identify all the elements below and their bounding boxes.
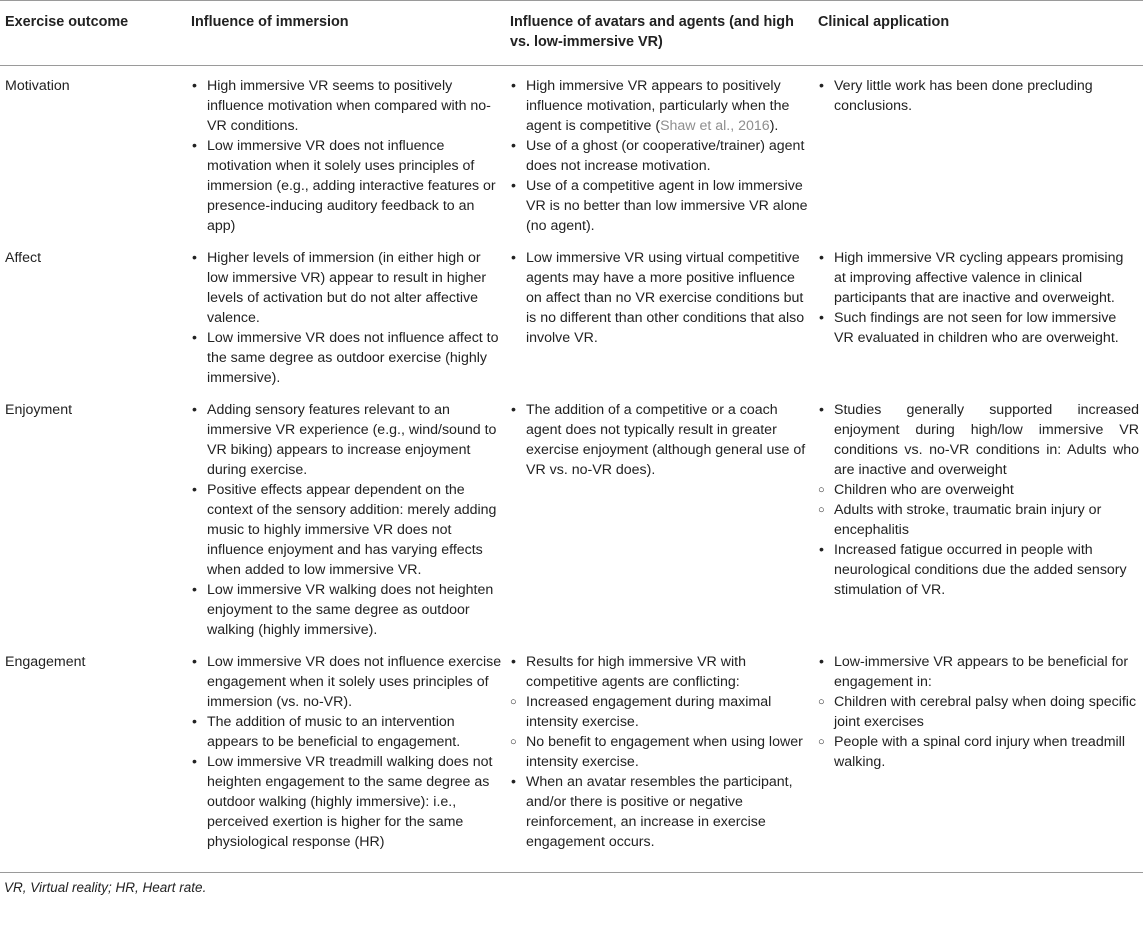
header-clinical-application: Clinical application: [814, 1, 1143, 66]
list-item: • Low immersive VR does not influence exercise engagement when it solely uses principles of immersion (vs. no-VR).: [191, 652, 502, 712]
immersion-cell: [187, 66, 506, 239]
table-row: [0, 66, 1143, 239]
list-item: • Low immersive VR walking does not heighten enjoyment to the same degree as outdoor walking (highly immersive).: [191, 580, 502, 640]
header-influence-of-avatars: Influence of avatars and agents (and high vs. low-immersive VR): [506, 1, 814, 66]
list-item: • Positive effects appear dependent on the context of the sensory addition: merely adding music to highly immersive VR does not influence enjoyment and has varying effects when added to low immersive VR.: [191, 480, 502, 580]
list-item: • Use of a competitive agent in low immersive VR is no better than low immersive VR alone (no agent).: [510, 176, 810, 236]
avatars-cell: [506, 66, 814, 239]
list-item: • Adding sensory features relevant to an immersive VR experience (e.g., wind/sound to VR biking) appears to increase enjoyment during exercise.: [191, 400, 502, 480]
list-item: • Low-immersive VR appears to be beneficial for engagement in:: [818, 652, 1139, 692]
list-item: • The addition of a competitive or a coach agent does not typically result in greater exercise enjoyment (although general use of VR vs. no-VR does).: [510, 400, 810, 480]
sub-list-item: ○ Children with cerebral palsy when doing specific joint exercises: [818, 692, 1139, 732]
list-item: [510, 76, 810, 136]
row-label: Affect: [5, 250, 42, 266]
row-label: Enjoyment: [5, 402, 73, 418]
sub-list-item: ○ Children who are overweight: [818, 480, 1139, 500]
list-item: • Such findings are not seen for low immersive VR evaluated in children who are overweight.: [818, 308, 1139, 348]
avatars-cell: [506, 390, 814, 642]
header-influence-of-immersion: Influence of immersion: [187, 1, 506, 66]
immersion-cell: [187, 390, 506, 642]
table-row: [0, 642, 1143, 873]
list-item: • Results for high immersive VR with competitive agents are conflicting:: [510, 652, 810, 692]
header-exercise-outcome: Exercise outcome: [0, 1, 187, 66]
clinical-cell: [814, 238, 1143, 390]
sub-list-item: ○ People with a spinal cord injury when treadmill walking.: [818, 732, 1139, 772]
clinical-cell: [814, 390, 1143, 642]
immersion-cell: [187, 238, 506, 390]
avatars-cell: [506, 238, 814, 390]
list-item: • When an avatar resembles the participant, and/or there is positive or negative reinforcement, an increase in exercise engagement occurs.: [510, 772, 810, 852]
clinical-cell: [814, 66, 1143, 239]
list-item: • Low immersive VR does not influence affect to the same degree as outdoor exercise (highly immersive).: [191, 328, 502, 388]
clinical-cell: [814, 642, 1143, 873]
table-footnote: VR, Virtual reality; HR, Heart rate.: [4, 880, 207, 895]
avatars-cell: [506, 642, 814, 873]
table-row: [0, 390, 1143, 642]
list-item: • The addition of music to an intervention appears to be beneficial to engagement.: [191, 712, 502, 752]
table-row: [0, 238, 1143, 390]
list-item: • Low immersive VR using virtual competitive agents may have a more positive influence on affect than no VR exercise conditions but is no different than other conditions that also involve VR.: [510, 248, 810, 348]
sub-list-item: ○ Increased engagement during maximal intensity exercise.: [510, 692, 810, 732]
row-label: Engagement: [0, 642, 187, 873]
item-text: ).: [769, 118, 779, 134]
list-item: • Studies generally supported increased enjoyment during high/low immersive VR conditions vs. no-VR conditions in: Adults who are inactive and overweight: [818, 400, 1139, 480]
sub-list-item: ○ Adults with stroke, traumatic brain injury or encephalitis: [818, 500, 1139, 540]
item-text: High immersive VR appears to positively influence motivation, particularly when the agent is competitive (: [526, 78, 790, 134]
list-item: • High immersive VR cycling appears promising at improving affective valence in clinical participants that are inactive and overweight.: [818, 248, 1139, 308]
list-item: • High immersive VR seems to positively influence motivation when compared with no-VR conditions.: [191, 76, 502, 136]
sub-list-item: ○ No benefit to engagement when using lower intensity exercise.: [510, 732, 810, 772]
row-label: Motivation: [5, 78, 70, 94]
list-item: • Low immersive VR treadmill walking does not heighten engagement to the same degree as outdoor walking (highly immersive): i.e., perceived exertion is higher for the same physiological response (HR): [191, 752, 502, 852]
immersion-cell: [187, 642, 506, 873]
citation-link[interactable]: Shaw et al., 2016: [660, 118, 770, 134]
list-item: • Low immersive VR does not influence motivation when it solely uses principles of immersion (e.g., adding interactive features or presence-inducing auditory feedback to an app): [191, 136, 502, 236]
list-item: • Higher levels of immersion (in either high or low immersive VR) appear to result in higher levels of activation but do not alter affective valence.: [191, 248, 502, 328]
header-row: [0, 1, 1143, 66]
list-item: • Very little work has been done precluding conclusions.: [818, 76, 1139, 116]
list-item: • Use of a ghost (or cooperative/trainer) agent does not increase motivation.: [510, 136, 810, 176]
list-item: • Increased fatigue occurred in people with neurological conditions due the added sensory stimulation of VR.: [818, 540, 1139, 600]
